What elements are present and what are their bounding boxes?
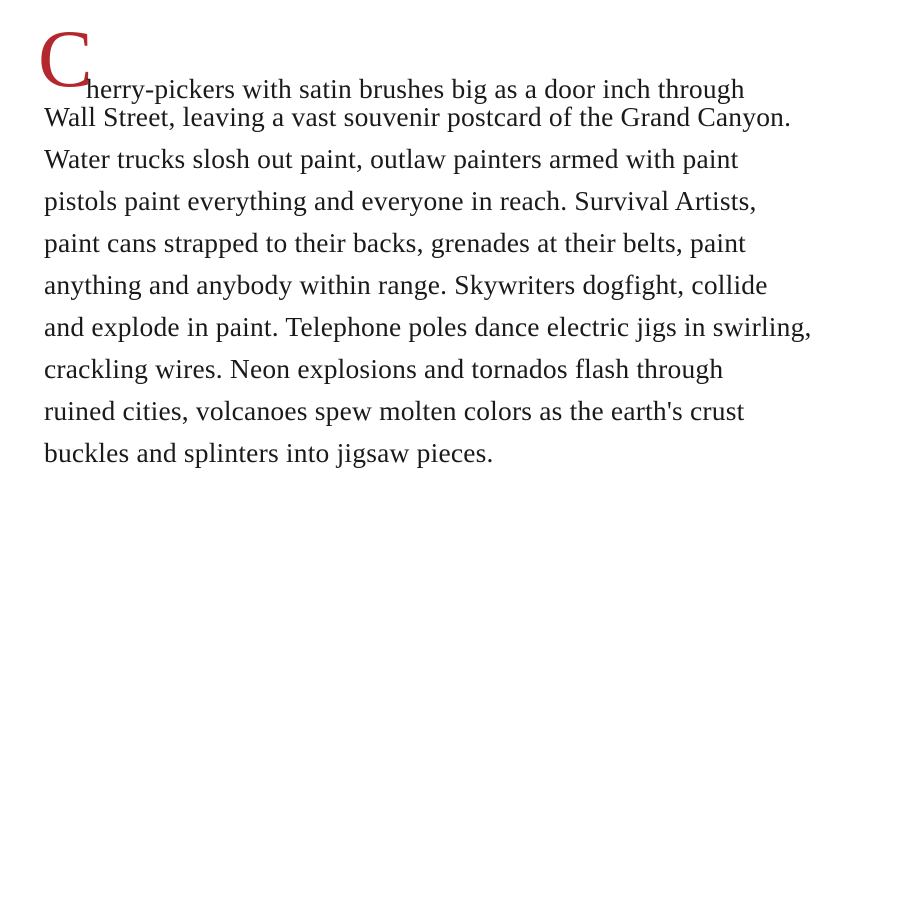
text-line-2: Wall Street, leaving a vast souvenir postcard of the Grand Canyon. (44, 101, 792, 132)
text-line-10: buckles and splinters into jigsaw pieces. (44, 437, 494, 468)
text-line-1-content: herry-pickers with satin brushes big as a door inch through (86, 73, 745, 104)
text-line-5: paint cans strapped to their backs, grenades at their belts, paint (44, 227, 747, 258)
text-line-6: anything and anybody within range. Skywriters dogfight, collide (44, 269, 768, 300)
drop-cap: C (38, 13, 93, 104)
text-line-9: ruined cities, volcanoes spew molten colors as the earth's crust (44, 395, 745, 426)
text-line-8: crackling wires. Neon explosions and tornados flash through (44, 353, 724, 384)
body-passage (38, 13, 862, 474)
text-line-4: pistols paint everything and everyone in reach. Survival Artists, (44, 185, 757, 216)
text-line-1 (38, 13, 862, 104)
text-line-7: and explode in paint. Telephone poles dance electric jigs in swirling, (44, 311, 812, 342)
text-line-3: Water trucks slosh out paint, outlaw painters armed with paint (44, 143, 739, 174)
